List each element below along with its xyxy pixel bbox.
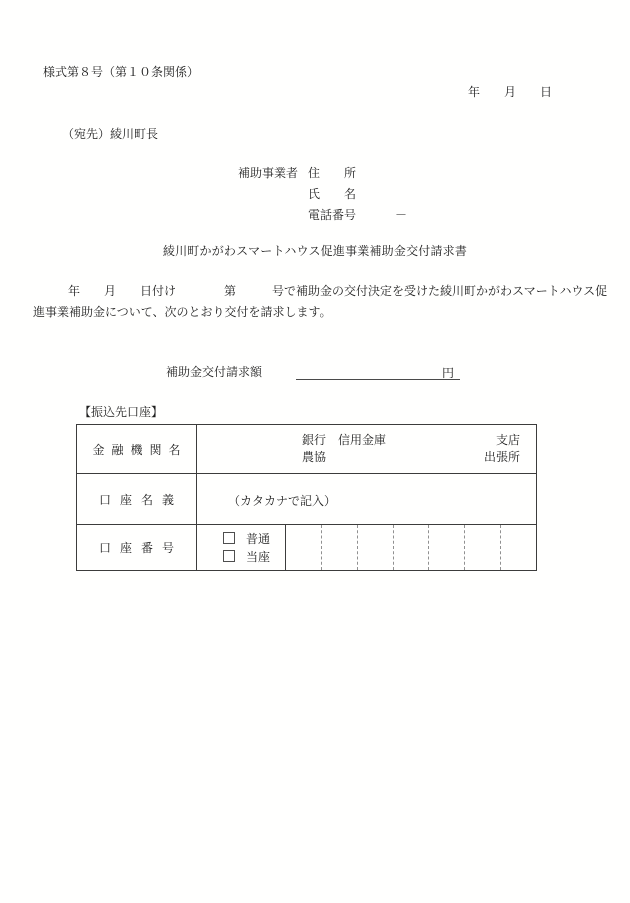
amount-unit-label: 円 (441, 366, 454, 380)
account-type-current-option[interactable] (223, 547, 285, 565)
account-digit-cell[interactable] (500, 525, 536, 570)
holder-label-cell (77, 474, 197, 524)
holder-name-field[interactable] (197, 474, 536, 524)
number-label: 口座番号 (98, 541, 183, 555)
account-digit-cell[interactable] (357, 525, 393, 570)
holder-katakana-note: （カタカナで記入） (228, 494, 337, 508)
applicant-role-label: 補助事業者 (238, 166, 299, 180)
holder-row (77, 473, 536, 524)
document-title: 綾川町かがわスマートハウス促進事業補助金交付請求書 (162, 244, 468, 258)
account-type-ordinary-label: 普通 (246, 531, 271, 546)
account-digit-cell[interactable] (321, 525, 357, 570)
date-blank-line: 年 月 日 (468, 85, 553, 99)
number-row (77, 524, 536, 570)
account-type-cell (197, 525, 286, 570)
applicant-phone-label: 電話番号 (308, 208, 357, 222)
institution-label: 金融機関名 (92, 442, 188, 457)
body-paragraph-line2: 進事業補助金について、次のとおり交付を請求します。 (33, 305, 332, 319)
amount-blank-field[interactable] (296, 364, 460, 380)
addressee-label: （宛先）綾川町長 (62, 127, 159, 141)
account-digit-cell[interactable] (286, 525, 321, 570)
checkbox-current-icon[interactable] (223, 550, 235, 562)
account-type-ordinary-option[interactable] (223, 529, 285, 547)
institution-types-line2: 農協 (302, 449, 327, 464)
applicant-address-label: 住 所 (308, 166, 357, 180)
account-number-cell (197, 525, 536, 570)
checkbox-ordinary-icon[interactable] (223, 532, 235, 544)
applicant-name-label: 氏 名 (308, 187, 357, 201)
institution-types-line1: 銀行 信用金庫 (302, 433, 387, 447)
account-digit-cell[interactable] (428, 525, 464, 570)
applicant-phone-hyphen: － (395, 208, 408, 222)
number-label-cell (77, 525, 197, 570)
institution-row (77, 425, 536, 473)
holder-label: 口座名義 (98, 492, 183, 507)
institution-label-cell (77, 425, 197, 473)
institution-suffix-line2: 出張所 (483, 449, 520, 464)
institution-suffix-line1: 支店 (495, 433, 520, 447)
institution-name-field[interactable] (197, 425, 536, 473)
bank-account-heading: 【振込先口座】 (79, 405, 164, 419)
amount-label: 補助金交付請求額 (166, 365, 263, 379)
account-type-current-label: 当座 (246, 549, 271, 564)
form-number-label: 様式第８号（第１０条関係） (43, 65, 200, 79)
account-number-digit-cells (286, 525, 536, 570)
account-digit-cell[interactable] (393, 525, 429, 570)
body-paragraph-line1: 年 月 日付け 第 号で補助金の交付決定を受けた綾川町かがわスマートハウス促 (68, 284, 608, 298)
bank-account-table (76, 424, 537, 571)
account-digit-cell[interactable] (464, 525, 500, 570)
